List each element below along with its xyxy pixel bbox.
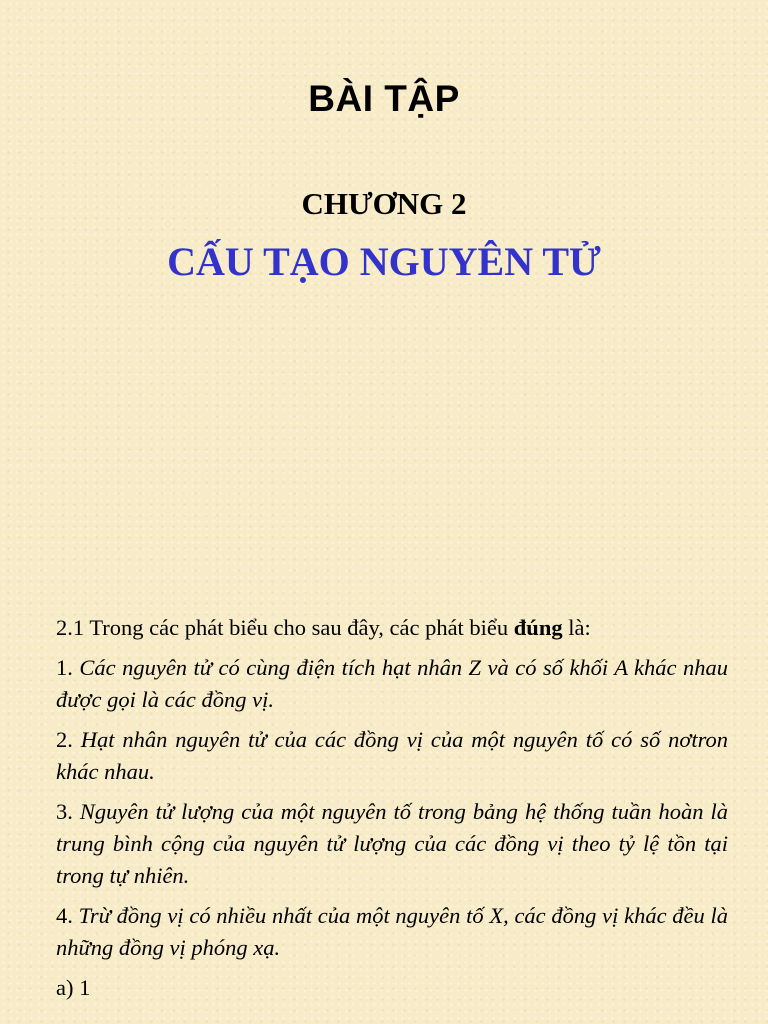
answer-option-a[interactable]: a) 1 [56,975,91,1000]
chapter-subtitle: CẤU TẠO NGUYÊN TỬ [167,239,601,284]
chapter-heading: CHƯƠNG 2 [301,186,467,221]
statement-3 [56,796,728,892]
statement-2 [56,724,728,788]
question-intro-emphasis: đúng [513,615,563,640]
page-title: BÀI TẬP [308,78,460,119]
question-intro-text: 2.1 Trong các phát biểu cho sau đây, các phát biểu [56,615,514,640]
statement-number: 2. [56,727,81,752]
question-block [56,612,728,1012]
question-intro-end: là: [562,615,591,640]
statement-text: Hạt nhân nguyên tử của các đồng vị của một nguyên tố có số nơtron khác nhau. [56,727,729,784]
question-intro [56,612,728,644]
statement-number: 4. [56,903,79,928]
statement-number: 1. [56,655,80,680]
statement-1 [56,652,728,716]
statement-text: Trừ đồng vị có nhiều nhất của một nguyên tố X, các đồng vị khác đều là những đồng vị phóng xạ. [56,903,729,960]
statement-text: Nguyên tử lượng của một nguyên tố trong bảng hệ thống tuần hoàn là trung bình cộng của nguyên tử lượng của các đồng vị theo tỷ lệ tồn tại trong tự nhiên. [56,799,728,888]
statement-text: Các nguyên tử có cùng điện tích hạt nhân Z và có số khối A khác nhau được gọi là các đồng vị. [56,655,729,712]
statement-4 [56,900,728,964]
statement-number: 3. [56,799,80,824]
